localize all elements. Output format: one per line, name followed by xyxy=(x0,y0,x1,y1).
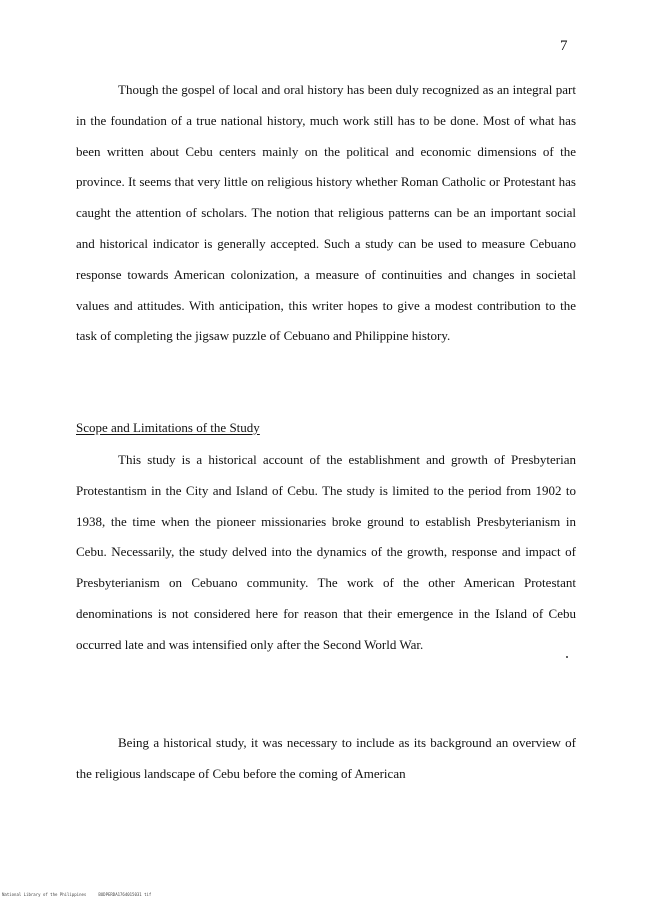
paragraph-background: Being a historical study, it was necessary to include as its background an overview of the religious landscape of Cebu before the coming of American xyxy=(76,735,576,781)
section-heading: Scope and Limitations of the Study xyxy=(76,420,260,435)
paragraph-scope: This study is a historical account of the establishment and growth of Presbyterian Protestantism in the City and Island of Cebu. The study is limited to the period from 1902 to 1938, the time when the pioneer missionaries broke ground to establish Presbyterianism in Cebu. Necessarily, the study delved into the dynamics of the growth, response and impact of Presbyterianism on Cebuano community. The work of the other American Protestant denominations is not considered here for reason that their emergence in the Island of Cebu occurred late and was intensified only after the Second World War. xyxy=(76,452,576,652)
footer-code: BUDPERDA1764015031 tif xyxy=(98,892,152,897)
footer-library: National Library of the Philippines xyxy=(2,892,87,897)
scan-artifact xyxy=(566,656,568,658)
scan-footer xyxy=(2,892,151,897)
paragraph-intro: Though the gospel of local and oral history has been duly recognized as an integral part in the foundation of a true national history, much work still has to be done. Most of what has been written about Cebu centers mainly on the political and economic dimensions of the province. It seems that very little on religious history whether Roman Catholic or Protestant has caught the attention of scholars. The notion that religious patterns can be an important social and historical indicator is generally accepted. Such a study can be used to measure Cebuano response towards American colonization, a measure of continuities and changes in societal values and attitudes. With anticipation, this writer hopes to give a modest contribution to the task of completing the jigsaw puzzle of Cebuano and Philippine history. xyxy=(76,82,576,344)
page-number: 7 xyxy=(560,38,568,54)
